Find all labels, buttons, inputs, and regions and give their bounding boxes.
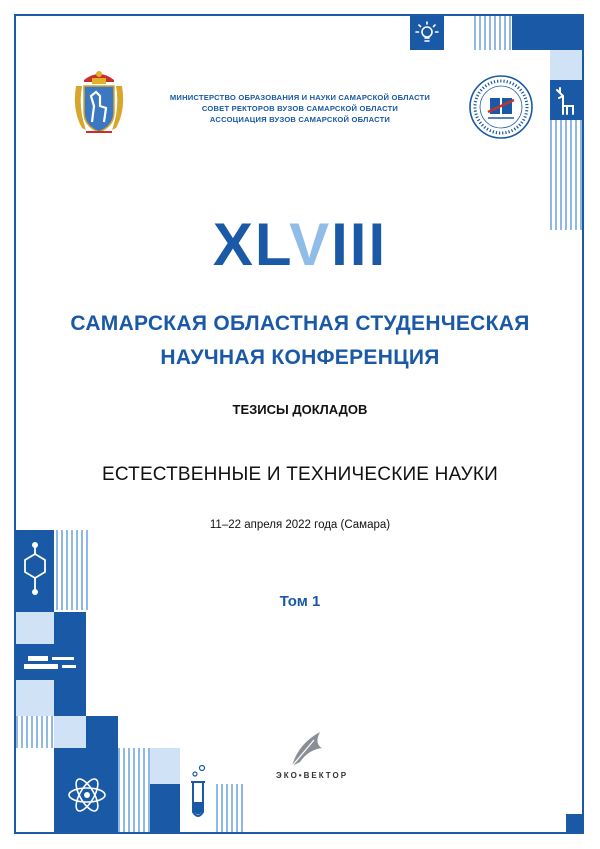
microscope-icon bbox=[22, 652, 80, 674]
decor-stripes bbox=[216, 784, 246, 832]
decor-block bbox=[86, 716, 118, 748]
test-tube-icon bbox=[186, 764, 210, 822]
decor-stripes bbox=[118, 748, 150, 832]
atom-icon bbox=[66, 774, 108, 816]
decor-stripes bbox=[16, 716, 54, 748]
coat-of-arms bbox=[70, 66, 128, 138]
organizations bbox=[130, 92, 470, 125]
roman-part-v: V bbox=[289, 212, 332, 272]
org-rectors-council: СОВЕТ РЕКТОРОВ ВУЗОВ САМАРСКОЙ ОБЛАСТИ bbox=[201, 104, 399, 113]
section-title: ЕСТЕСТВЕННЫЕ И ТЕХНИЧЕСКИЕ НАУКИ bbox=[101, 464, 499, 485]
roman-part-xl: XL bbox=[212, 212, 290, 272]
decor-stripes bbox=[474, 16, 512, 50]
decor-block bbox=[150, 784, 180, 832]
title-line-2: НАУЧНАЯ КОНФЕРЕНЦИЯ bbox=[160, 346, 440, 369]
decor-stripes bbox=[56, 530, 90, 610]
decor-block bbox=[54, 612, 86, 644]
decor-block bbox=[566, 814, 582, 832]
org-association: АССОЦИАЦИЯ ВУЗОВ САМАРСКОЙ ОБЛАСТИ bbox=[209, 115, 391, 124]
conference-title bbox=[0, 307, 600, 375]
council-seal bbox=[468, 74, 534, 140]
volume-label: Том 1 bbox=[279, 593, 321, 610]
decor-block bbox=[54, 680, 86, 716]
decor-block bbox=[16, 680, 54, 716]
subtitle: ТЕЗИСЫ ДОКЛАДОВ bbox=[232, 402, 368, 417]
title-line-1: САМАРСКАЯ ОБЛАСТНАЯ СТУДЕНЧЕСКАЯ bbox=[70, 312, 530, 335]
decor-block bbox=[550, 16, 582, 50]
decor-block bbox=[150, 748, 180, 784]
decor-block bbox=[550, 50, 582, 80]
publisher-logo bbox=[284, 726, 330, 770]
lightbulb-icon bbox=[414, 19, 440, 47]
conference-dates: 11–22 апреля 2022 года (Самара) bbox=[209, 519, 391, 531]
publisher-name: ЭКО•ВЕКТОР bbox=[276, 771, 349, 780]
decor-block bbox=[16, 612, 54, 644]
org-ministry: МИНИСТЕРСТВО ОБРАЗОВАНИЯ И НАУКИ САМАРСКОЙ ОБЛАСТИ bbox=[169, 93, 431, 102]
svg-text:XLVIII bbox=[213, 212, 387, 272]
decor-block bbox=[512, 16, 550, 50]
decor-block bbox=[54, 716, 86, 748]
molecule-icon bbox=[20, 542, 50, 600]
roman-part-iii: III bbox=[331, 212, 388, 272]
roman-numeral bbox=[0, 212, 600, 272]
deer-icon bbox=[553, 84, 579, 116]
